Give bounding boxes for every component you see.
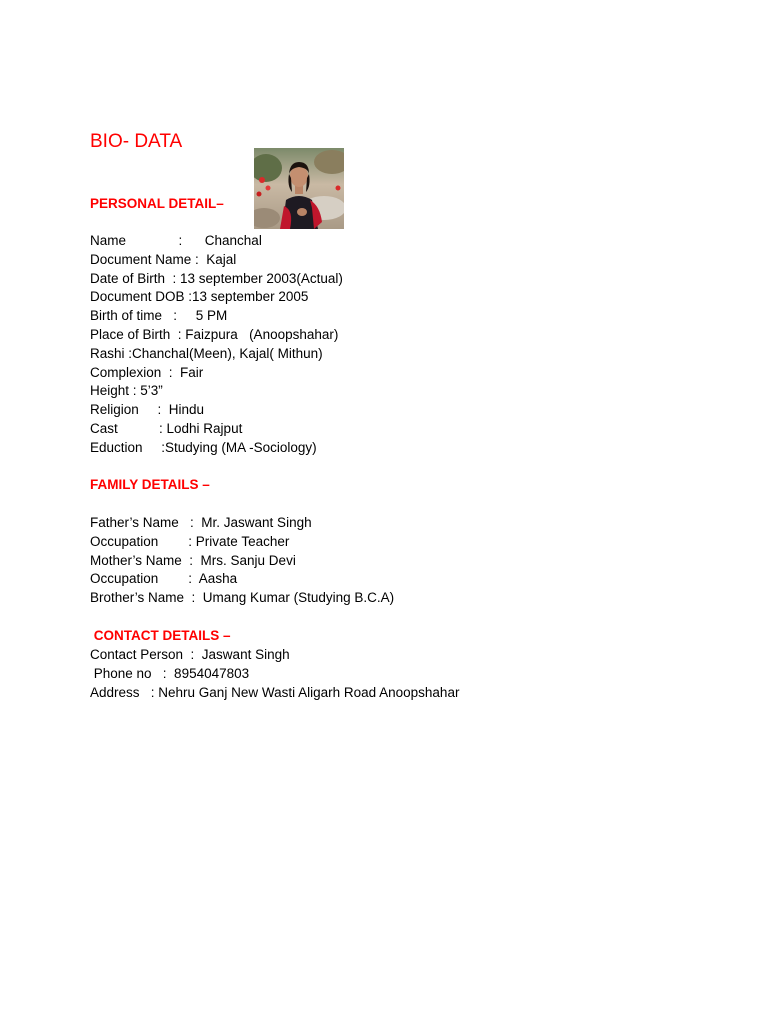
profile-photo bbox=[254, 148, 344, 229]
contact-detail-line: Phone no : 8954047803 bbox=[90, 665, 250, 681]
family-detail-line: Occupation : Private Teacher bbox=[90, 533, 290, 549]
personal-detail-line: Religion : Hindu bbox=[90, 402, 205, 418]
contact-detail-line: Contact Person : Jaswant Singh bbox=[90, 647, 290, 662]
contact-details-heading: CONTACT DETAILS – bbox=[90, 628, 231, 643]
personal-detail-line: Cast : Lodhi Rajput bbox=[90, 420, 243, 436]
personal-detail-list bbox=[90, 232, 343, 458]
document-title: BIO- DATA bbox=[90, 131, 183, 152]
personal-detail-line: Name : Chanchal bbox=[90, 233, 262, 248]
family-details-list bbox=[90, 514, 394, 608]
contact-details-list bbox=[90, 646, 459, 702]
personal-detail-heading: PERSONAL DETAIL– bbox=[90, 196, 224, 211]
personal-detail-line: Document DOB :13 september 2005 bbox=[90, 289, 309, 305]
family-detail-line: Father’s Name : Mr. Jaswant Singh bbox=[90, 515, 312, 530]
personal-detail-line: Eduction :Studying (MA -Sociology) bbox=[90, 439, 317, 455]
family-details-heading: FAMILY DETAILS – bbox=[90, 477, 210, 492]
family-detail-line: Mother’s Name : Mrs. Sanju Devi bbox=[90, 552, 296, 568]
portrait-photo-image bbox=[254, 148, 344, 229]
personal-detail-line: Height : 5’3” bbox=[90, 383, 163, 399]
contact-detail-line: Address : Nehru Ganj New Wasti Aligarh Road Anoopshahar bbox=[90, 684, 460, 700]
personal-detail-line: Birth of time : 5 PM bbox=[90, 308, 228, 324]
personal-detail-line: Complexion : Fair bbox=[90, 364, 204, 380]
personal-detail-line: Document Name : Kajal bbox=[90, 251, 237, 267]
personal-detail-line: Place of Birth : Faizpura (Anoopshahar) bbox=[90, 326, 339, 342]
family-detail-line: Brother’s Name : Umang Kumar (Studying B.C.A) bbox=[90, 590, 395, 606]
personal-detail-line: Rashi :Chanchal(Meen), Kajal( Mithun) bbox=[90, 345, 323, 361]
personal-detail-line: Date of Birth : 13 september 2003(Actual) bbox=[90, 270, 343, 286]
family-detail-line: Occupation : Aasha bbox=[90, 571, 238, 587]
